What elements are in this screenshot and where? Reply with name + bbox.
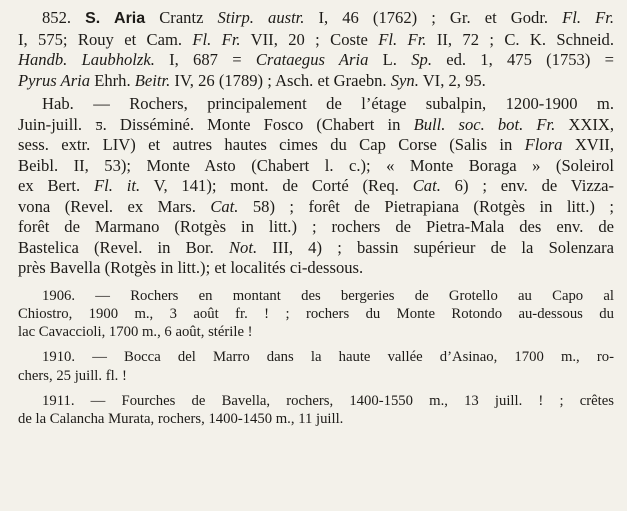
habitat-line (18, 217, 614, 238)
citation-title: Beitr. (134, 70, 171, 90)
text-span: lac Cavaccioli, 1700 m., 6 août, stérile ! (18, 324, 253, 341)
citation-title: Fl. Fr. (192, 29, 241, 49)
citation-title: Stirp. austr. (217, 8, 305, 27)
habitat-line (18, 197, 614, 218)
text-span: XVII, (562, 135, 614, 154)
text-span: Hab. — Rochers, principalement de l’étage subalpin, 1200-1900 m. (42, 94, 614, 113)
text-span: L. (368, 50, 412, 69)
citation-title: Bull. soc. bot. Fr. (413, 114, 556, 134)
text-span: V, 141); mont. de Corté (Req. (140, 176, 413, 195)
observation-1911 (18, 392, 614, 429)
synonym-name: Pyrus Aria (18, 70, 91, 90)
text-span: ed. 1, 475 (1753) = (431, 50, 614, 69)
text-span: Chiostro, 1900 m., 3 août fr. ! ; rochers du Monte Rotondo au-dessous du (18, 305, 614, 322)
habitat-line (18, 115, 614, 136)
observation-line (18, 305, 614, 323)
citation-title: Cat. (210, 196, 239, 216)
observation-1906 (18, 287, 614, 342)
synonym-name: Crataegus Aria (255, 50, 369, 69)
observation-line (18, 348, 614, 366)
text-span: IV, 26 (1789) ; Asch. et Graebn. (170, 70, 391, 90)
citation-title: Sp. (411, 50, 432, 69)
habitat-line (18, 135, 614, 156)
habitat-line (18, 94, 614, 115)
taxon-author: Crantz (159, 8, 204, 27)
text-span: I, 687 = (154, 50, 256, 69)
habitat-line (18, 238, 614, 259)
text-span: 1906. — Rochers en montant des bergeries de Grotello au Capo al (42, 287, 614, 304)
text-span: de la Calancha Murata, rochers, 1400-1450 m., 11 juill. (18, 411, 344, 428)
observations (18, 287, 614, 429)
text-span: 6) ; env. de Vizza- (440, 176, 614, 195)
entry-line (18, 30, 614, 51)
text-span: VII, 20 ; Coste (240, 29, 379, 49)
text-span: III, 4) ; bassin supérieur de la Solenzara (257, 237, 614, 257)
observation-line (18, 410, 614, 428)
observation-line (18, 367, 614, 385)
text-span: Juin-juill. (18, 114, 96, 134)
observation-1910 (18, 348, 614, 385)
text-span: Beibl. II, 53); Monte Asto (Chabert l. c.); « Monte Boraga » (Soleirol (18, 155, 614, 175)
citation-title: Handb. Laubholzk. (18, 50, 155, 69)
taxon-name: S. Aria (85, 10, 146, 27)
observation-line (18, 392, 614, 410)
text-span: forêt de Marmano (Rotgès in litt.) ; rochers de Pietra-Mala des env. de (18, 217, 614, 236)
citation-title: Cat. (412, 176, 441, 195)
text-span: . Disséminé. Monte Fosco (Chabert in (102, 114, 414, 134)
citation-title: Syn. (390, 70, 419, 90)
text-span: sess. extr. LIV) et autres hautes cimes du Cap Corse (Salis in (18, 135, 525, 154)
citation-title: Not. (228, 237, 258, 257)
entry-line (18, 50, 614, 71)
text-span: 58) ; forêt de Pietrapiana (Rotgès in litt.) ; (238, 196, 614, 216)
text-span: VI, 2, 95. (418, 70, 486, 90)
citation-title: Fl. Fr. (378, 29, 427, 49)
entry-line (18, 71, 614, 92)
text-span: II, 72 ; C. K. Schneid. (426, 29, 615, 49)
habitat-line (18, 176, 614, 197)
text-span: I, 46 (1762) ; Gr. et Godr. (304, 8, 563, 27)
text-span: vona (Revel. ex Mars. (18, 196, 211, 216)
text-span: XXIX, (555, 114, 614, 134)
text-span: près Bavella (Rotgès in litt.); et localités ci-dessous. (18, 258, 364, 277)
text-span: 1910. — Bocca del Marro dans la haute vallée d’Asinao, 1700 m., ro- (42, 349, 614, 366)
citation-title: Fl. Fr. (562, 8, 615, 27)
species-entry (18, 8, 614, 279)
habitat-line (18, 156, 614, 177)
observation-line (18, 287, 614, 305)
entry-line (18, 8, 614, 30)
citation-title: Fl. it. (94, 176, 141, 195)
observation-line (18, 323, 614, 341)
biennial-symbol: ƽ (95, 114, 103, 134)
text-span: Bastelica (Revel. in Bor. (18, 237, 229, 257)
text-span: chers, 25 juill. fl. ! (18, 367, 127, 384)
text-span: I, 575; Rouy et Cam. (18, 29, 193, 49)
habitat-line (18, 258, 614, 279)
document-page (18, 8, 614, 429)
citation-title: Flora (524, 135, 563, 154)
entry-number: 852. (42, 8, 72, 27)
text-span (203, 8, 217, 27)
text-span: Ehrh. (90, 70, 135, 90)
text-span: ex Bert. (18, 176, 95, 195)
text-span: 1911. — Fourches de Bavella, rochers, 1400-1550 m., 13 juill. ! ; crêtes (42, 392, 614, 409)
